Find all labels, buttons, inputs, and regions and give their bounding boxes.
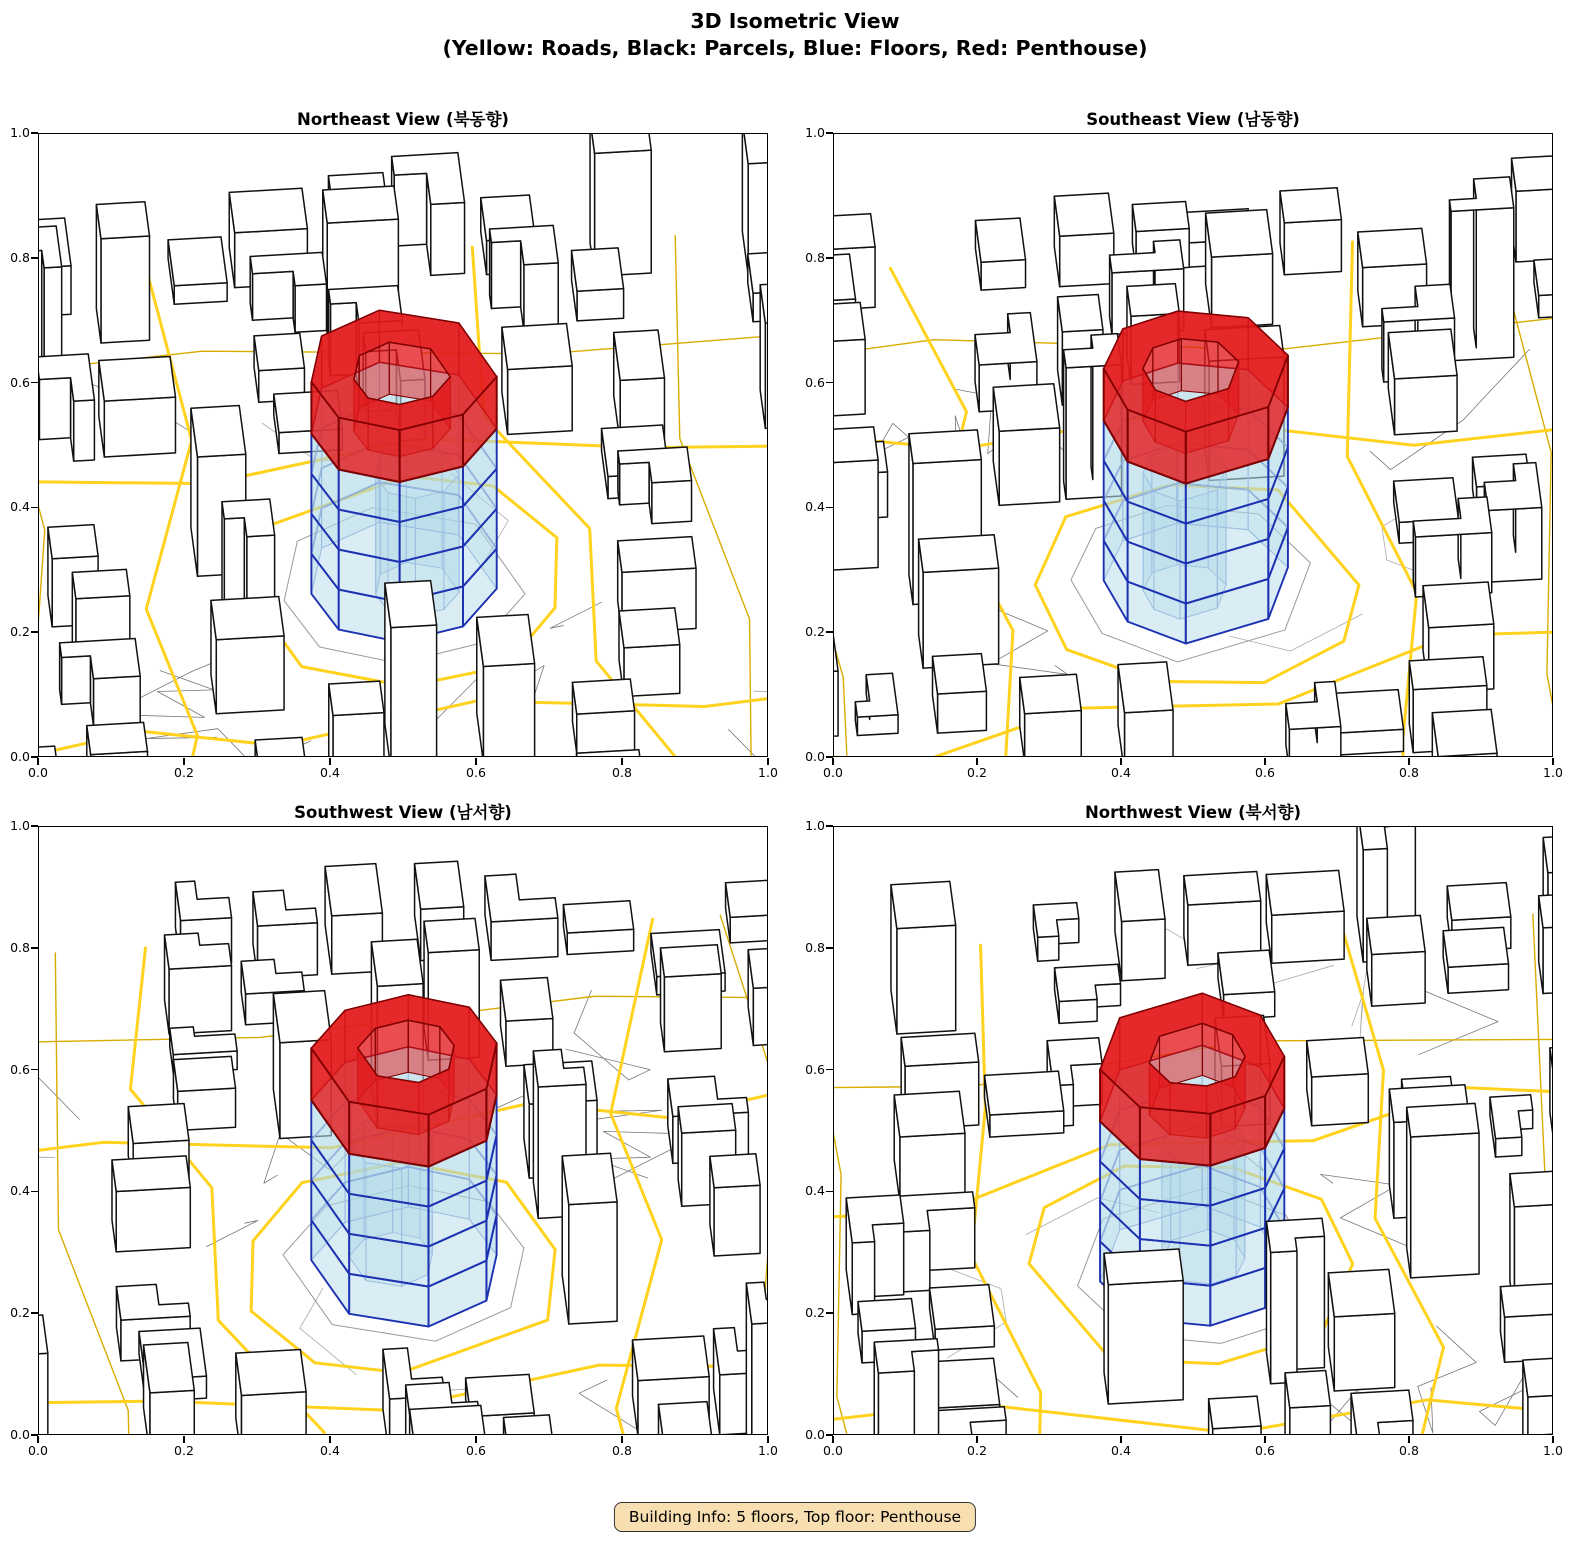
- subplot-title-southwest: Southwest View (남서향): [294, 803, 512, 822]
- x-tick-mark: [475, 1436, 477, 1443]
- y-tick-label: 0.8: [10, 249, 30, 265]
- x-tick-mark: [976, 1436, 978, 1443]
- x-tick-label: 0.4: [1111, 765, 1131, 780]
- y-tick-mark: [31, 631, 38, 633]
- x-tick-mark: [1120, 758, 1122, 765]
- subplot-northeast: [10, 110, 778, 780]
- y-tick-mark: [826, 257, 833, 259]
- y-tick-label: 0.6: [805, 374, 825, 390]
- y-tick-label: 0.4: [805, 499, 825, 515]
- x-tick-mark: [832, 1436, 834, 1443]
- y-tick-label: 0.4: [805, 1183, 825, 1199]
- x-tick-label: 1.0: [1543, 765, 1563, 780]
- y-tick-mark: [826, 1069, 833, 1071]
- y-tick-label: 1.0: [10, 818, 30, 833]
- x-tick-label: 0.2: [174, 765, 194, 780]
- x-tick-mark: [1120, 1436, 1122, 1443]
- y-tick-label: 0.8: [805, 939, 825, 955]
- y-tick-mark: [826, 132, 833, 134]
- x-tick-mark: [832, 758, 834, 765]
- x-tick-mark: [976, 758, 978, 765]
- x-tick-mark: [183, 1436, 185, 1443]
- x-tick-mark: [329, 758, 331, 765]
- y-tick-label: 0.0: [805, 749, 825, 764]
- x-tick-mark: [1408, 1436, 1410, 1443]
- y-tick-label: 0.6: [10, 374, 30, 390]
- plot-area-southeast: [833, 133, 1553, 757]
- x-tick-mark: [1552, 758, 1554, 765]
- y-tick-label: 1.0: [805, 818, 825, 833]
- x-tick-mark: [1264, 758, 1266, 765]
- x-tick-label: 0.4: [1111, 1443, 1131, 1458]
- subplot-southwest: [10, 803, 778, 1458]
- y-tick-label: 1.0: [805, 125, 825, 140]
- y-tick-label: 0.2: [805, 624, 825, 640]
- y-tick-mark: [826, 631, 833, 633]
- x-tick-mark: [37, 1436, 39, 1443]
- x-tick-label: 0.2: [967, 765, 987, 780]
- x-tick-label: 1.0: [758, 1443, 778, 1458]
- subplot-northwest: [805, 803, 1563, 1458]
- x-tick-mark: [621, 1436, 623, 1443]
- x-tick-label: 0.0: [28, 765, 48, 780]
- y-tick-label: 0.6: [10, 1061, 30, 1077]
- x-tick-label: 0.6: [466, 765, 486, 780]
- x-tick-label: 0.4: [320, 765, 340, 780]
- x-tick-mark: [475, 758, 477, 765]
- y-tick-mark: [826, 947, 833, 949]
- y-tick-mark: [31, 507, 38, 509]
- x-tick-label: 0.8: [612, 1443, 632, 1458]
- x-tick-label: 0.6: [1255, 1443, 1275, 1458]
- x-tick-label: 0.4: [320, 1443, 340, 1458]
- plot-area-northwest: [833, 826, 1553, 1435]
- x-tick-mark: [621, 758, 623, 765]
- x-tick-mark: [329, 1436, 331, 1443]
- y-tick-mark: [826, 507, 833, 509]
- y-tick-mark: [31, 825, 38, 827]
- y-tick-label: 1.0: [10, 125, 30, 140]
- y-tick-label: 0.8: [10, 939, 30, 955]
- x-tick-label: 0.0: [823, 1443, 843, 1458]
- x-tick-mark: [37, 758, 39, 765]
- y-tick-mark: [31, 947, 38, 949]
- y-tick-label: 0.0: [10, 1427, 30, 1442]
- x-tick-mark: [183, 758, 185, 765]
- x-tick-mark: [1264, 1436, 1266, 1443]
- y-tick-mark: [31, 132, 38, 134]
- plot-area-southwest: [38, 826, 768, 1435]
- x-tick-label: 0.6: [466, 1443, 486, 1458]
- x-tick-label: 0.8: [612, 765, 632, 780]
- x-tick-label: 0.2: [967, 1443, 987, 1458]
- y-tick-label: 0.2: [805, 1305, 825, 1321]
- y-tick-label: 0.8: [805, 249, 825, 265]
- x-tick-label: 0.6: [1255, 765, 1275, 780]
- plot-area-northeast: [38, 133, 768, 757]
- y-tick-mark: [826, 1312, 833, 1314]
- y-tick-mark: [31, 1069, 38, 1071]
- y-tick-mark: [826, 382, 833, 384]
- subplot-title-northeast: Northeast View (북동향): [297, 110, 509, 129]
- x-tick-mark: [1408, 758, 1410, 765]
- subplot-southeast: [805, 110, 1563, 780]
- scene-northeast: [39, 134, 768, 757]
- x-tick-mark: [767, 1436, 769, 1443]
- building-info-box: Building Info: 5 floors, Top floor: Penthouse: [614, 1502, 976, 1532]
- figure-title-line2: (Yellow: Roads, Black: Parcels, Blue: Floors, Red: Penthouse): [442, 36, 1148, 61]
- y-tick-label: 0.0: [805, 1427, 825, 1442]
- y-tick-label: 0.4: [10, 499, 30, 515]
- y-tick-mark: [31, 1312, 38, 1314]
- y-tick-mark: [31, 382, 38, 384]
- y-tick-mark: [31, 257, 38, 259]
- y-tick-label: 0.2: [10, 1305, 30, 1321]
- x-tick-label: 1.0: [1543, 1443, 1563, 1458]
- x-tick-label: 0.8: [1399, 1443, 1419, 1458]
- scene-southeast: [834, 134, 1553, 757]
- x-tick-label: 0.2: [174, 1443, 194, 1458]
- figure-title-line1: 3D Isometric View: [690, 9, 900, 33]
- x-tick-label: 0.0: [823, 765, 843, 780]
- x-tick-mark: [767, 758, 769, 765]
- y-tick-label: 0.0: [10, 749, 30, 764]
- scene-northwest: [834, 827, 1553, 1435]
- x-tick-mark: [1552, 1436, 1554, 1443]
- y-tick-mark: [826, 1191, 833, 1193]
- x-tick-label: 1.0: [758, 765, 778, 780]
- subplot-title-southeast: Southeast View (남동향): [1086, 110, 1300, 129]
- subplot-title-northwest: Northwest View (북서향): [1084, 803, 1301, 822]
- scene-southwest: [39, 827, 768, 1435]
- y-tick-mark: [826, 825, 833, 827]
- x-tick-label: 0.0: [28, 1443, 48, 1458]
- y-tick-label: 0.4: [10, 1183, 30, 1199]
- figure-title: [0, 8, 1590, 63]
- y-tick-label: 0.2: [10, 624, 30, 640]
- y-tick-label: 0.6: [805, 1061, 825, 1077]
- x-tick-label: 0.8: [1399, 765, 1419, 780]
- y-tick-mark: [31, 1191, 38, 1193]
